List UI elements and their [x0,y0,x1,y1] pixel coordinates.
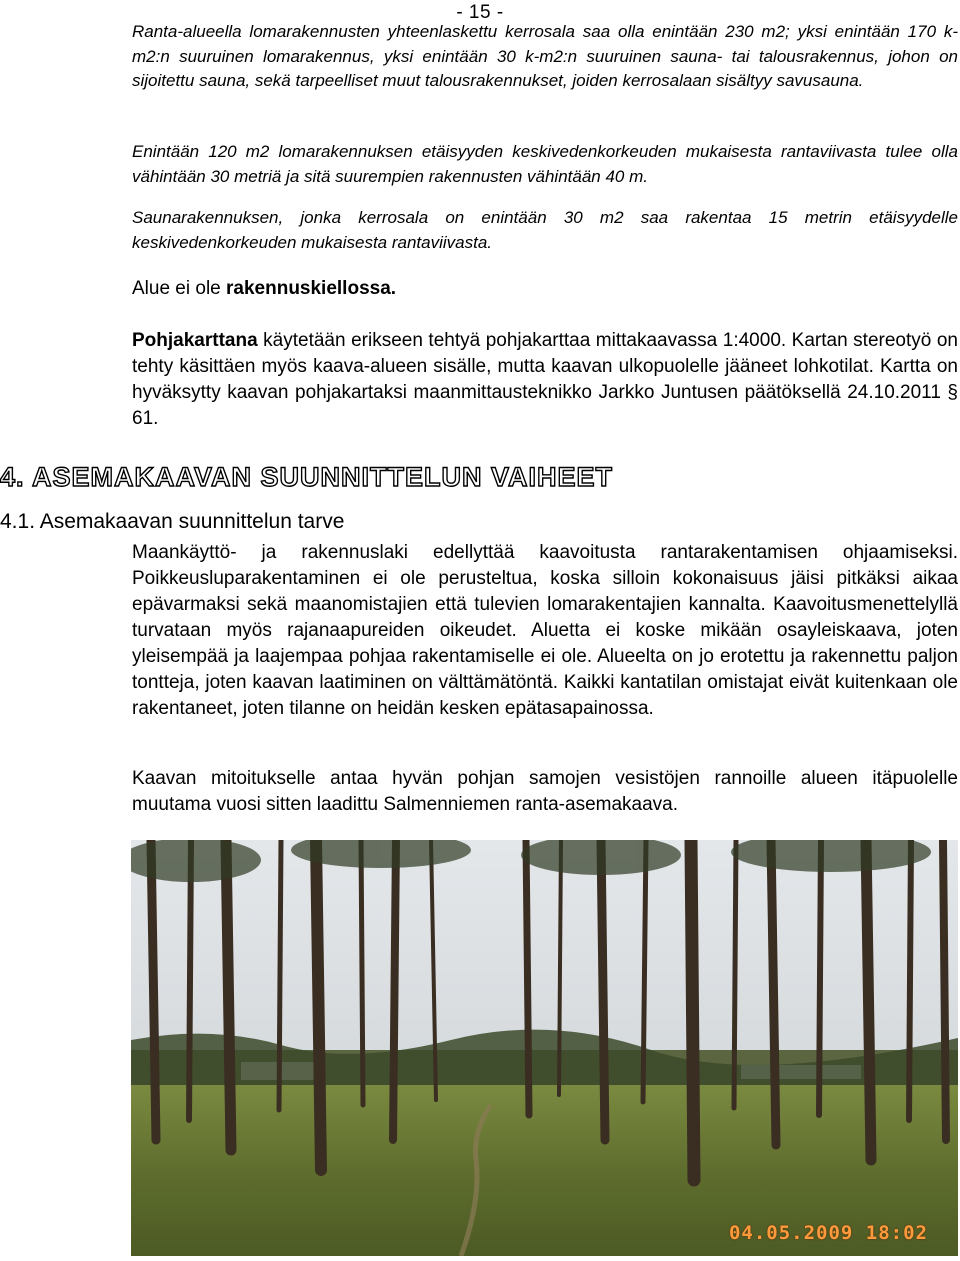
paragraph-building-ban [132,276,958,302]
building-ban-prefix: Alue ei ole [132,278,227,299]
photo-timestamp: 04.05.2009 18:02 [728,1222,928,1244]
forest-photo [131,840,958,1256]
subsection-heading: 4.1. Asemakaavan suunnittelun tarve [0,510,345,533]
forest-photo-image [131,840,958,1256]
base-map-keyword: Pohjakarttana [132,330,258,351]
paragraph-cabin-floor-area: Ranta-alueella lomarakennusten yhteenlaskettu kerrosala saa olla enintään 230 m2; yksi enintään 170 k-m2:n suuruinen lomarakennus, yksi enintään 30 k-m2:n suuruinen sauna- tai talousrakennus, johon on sijoitettu sauna, sekä tarpeelliset muut talousrakennukset, joiden kerrosalaan sisältyy savusauna. [132,22,958,90]
page-number: - 15 - [456,2,504,23]
paragraph-base-map [132,328,958,432]
paragraph-shoreline-distance: Enintään 120 m2 lomarakennuksen etäisyyden keskivedenkorkeuden mukaisesta rantaviivasta tulee olla vähintään 30 metriä ja sitä suurempien rakennusten vähintään 40 m. [132,142,958,186]
paragraph-sauna-distance: Saunarakennuksen, jonka kerrosala on enintään 30 m2 saa rakentaa 15 metrin etäisyydelle keskivedenkorkeuden mukaisesta rantaviivasta. [132,208,958,252]
paragraph-dimensioning: Kaavan mitoitukselle antaa hyvän pohjan samojen vesistöjen rannoille alueen itäpuolelle muutama vuosi sitten laadittu Salmenniemen ranta-asemakaava. [132,768,958,815]
section-heading: 4. ASEMAKAAVAN SUUNNITTELUN VAIHEET [0,462,614,492]
building-ban-keyword: rakennuskiellossa. [226,278,397,299]
paragraph-planning-need: Maankäyttö- ja rakennuslaki edellyttää kaavoitusta rantarakentamisen ohjaamiseksi. Poikkeusluparakentaminen ei ole perusteltua, koska silloin kokonaisuus jäisi pitkäksi aikaa epävarmaksi sekä maanomistajien että tulevien lomarakentajien kannalta. Kaavoitusmenettelyllä turvataan myös rajanaapureiden oikeudet. Aluetta ei koske mikään osayleiskaava, joten yleisempää ja laajempaa pohjaa rakentamiselle ei ole. Alueelta on jo erotettu ja rakennettu paljon tontteja, joten kaavan laatiminen on välttämätöntä. Kaikki kantatilan omistajat eivät kuitenkaan ole rakentaneet, joten tilanne on heidän kesken epätasapainossa. [132,542,958,719]
base-map-text: käytetään erikseen tehtyä pohjakarttaa mittakaavassa 1:4000. Kartan stereotyö on tehty käsittäen myös kaava-alueen sisälle, mutta kaavan ulkopuolelle jääneet lohkotilat. Kartta on hyväksytty kaavan pohjakartaksi maanmittausteknikko Jarkko Juntusen päätöksellä 24.10.2011 § 61. [132,330,958,429]
